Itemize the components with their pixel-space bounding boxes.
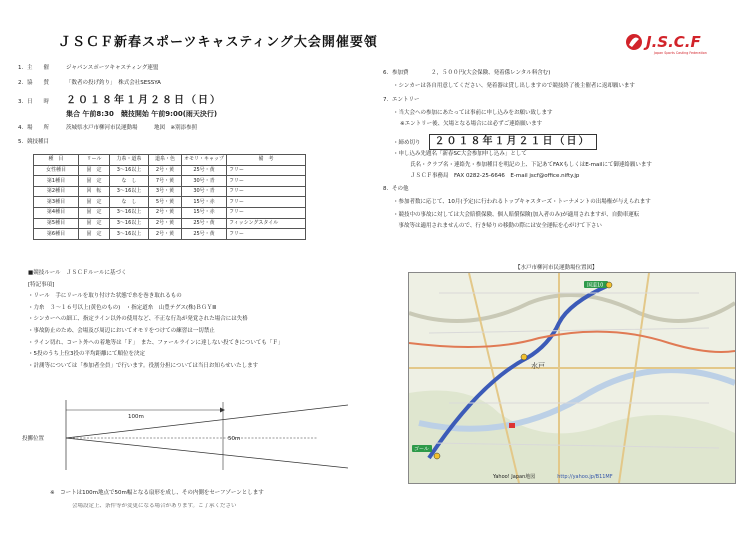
map-image: [409, 273, 735, 483]
other-note-3: 事故等は適用されませんので、行き帰りの移動の際には安全運転を心がけて下さい: [393, 223, 602, 229]
entry-note-2: ※エントリー後、欠場となる場合には必ずご連絡願います: [400, 121, 543, 127]
table-row: 第6種目 固 定 3～16以上 2号・黄 25号・黄 フリー: [34, 229, 306, 240]
rules-section: [28, 268, 283, 372]
other-heading: 8．その他: [383, 186, 409, 192]
apply-line-1: ・申し込み先題名「新春SC大会参加申し込み」として: [393, 151, 527, 157]
map-title: 【水戸市柳河市民運動場位置図】: [515, 265, 598, 271]
diagram-width-label: 50m: [228, 436, 241, 442]
other-note-1: ・参加者数に応じて、10月(予定)に行われるトップキャスターズ・トーナメントの出場権が与えられます: [393, 199, 651, 205]
event-date: ２０１８年１月２８日（日）: [66, 95, 222, 106]
info-time: 集合 午前8:30 競技開始 午前9:00(雨天決行): [66, 110, 218, 118]
rule-item: ・ライン切れ、コート外への着地等は「Ｆ」 また、ファールラインに達しない投てきについても「Ｆ」: [28, 339, 284, 346]
info-sponsor-host: 1．主 催 ジャパンスポーツキャスティング連盟: [18, 65, 159, 71]
rule-item: ・5投のうち上位3投の平均距離にて順位を決定: [28, 351, 146, 358]
table-row: 第3種目 固 定 な し 5号・黄 15号・赤 フリー: [34, 197, 306, 208]
apply-line-2: 氏名・クラブ名・連絡先・参加種目を明記の上、下記あてFAXもしくはE-mailにて御連絡願います: [410, 162, 652, 168]
rule-item: ・計測等については「参加者全員」で行います。役割分担については当日お知らせいたします: [28, 362, 259, 369]
diagram-start-label: 投擲位置: [22, 436, 45, 442]
rule-item: ・リール 手にリールを取り付けた状態で糸を巻き取れるもの: [28, 293, 182, 300]
map-label-route: 国道10: [587, 282, 604, 289]
event-table: [33, 154, 306, 240]
rule-item: ・力糸 ３～１６号以上(黄色のもの) ・指定道糸 山豊テグス(株)ＢＧＹⅢ: [28, 304, 217, 311]
info-sponsor: 2．協 賛 「数者の投げ釣り」 株式会社SESSYA: [18, 80, 161, 86]
deadline-date: ２０１８年１月２１日（日）: [429, 134, 597, 150]
entry-note-1: ・当大会への参加にあたっては事前に申し込みをお願い致します: [393, 110, 553, 116]
rules-subheading: [特記事項]: [28, 281, 55, 288]
entry-heading: 7．エントリー: [383, 97, 420, 103]
info-events-heading: 5．競技種目: [18, 139, 49, 145]
jscf-logo: [624, 28, 724, 58]
apply-line-3: ＪＳＣＦ事務局 FAX 0282-25-6646 E-mail jscf@office.nifty.jp: [410, 173, 580, 179]
venue-map: [408, 272, 736, 484]
map-label-goal: ゴール: [414, 446, 429, 453]
rule-item: ・事故防止のため、会場及び周辺においてオモリをつけての練習は一切禁止: [28, 327, 215, 334]
page-title: ＪＳＣＦ新春スポーツキャスティング大会開催要領: [58, 35, 378, 50]
court-note: ※ コートは100m地点で50m幅となる扇形を成し、その内側をセーフゾーンとします: [50, 490, 264, 496]
table-row: 第1種目 固 定 な し 7号・黄 30号・青 フリー: [34, 176, 306, 187]
court-diagram: [18, 392, 363, 474]
rule-item: ・シンカーへの細工、指定ライン以外の使用など、不正な行為が発覚された場合には失格: [28, 316, 248, 323]
deadline-line: ・締め切り ２０１８年１月２１日（日）: [393, 134, 597, 150]
diagram-distance-label: 100m: [128, 414, 144, 420]
fee-note: ・シンカーは各自用意してください、発着器は貸し出しますので競技終了後主催者に返却願います: [393, 83, 635, 89]
table-row: 第2種目 回 転 3～16以上 3号・黄 30号・青 フリー: [34, 186, 306, 197]
info-venue: 4．場 所 茨城県水戸市柳河市民運動場 地図 ※別添参照: [18, 125, 198, 131]
map-link[interactable]: http://yahoo.jp/B11MF: [557, 474, 613, 480]
logo-subtext: Japan Sports Casting Federation: [654, 51, 707, 55]
rules-heading: ■競技ルール ＪＳＣＦルールに基づく: [28, 270, 127, 276]
fee-line: 6．参加費 ２，５００円(大会保険、発着係レンタル料含む): [383, 70, 551, 76]
court-note-cut: 会場設定上、条件等が変更になる場合があります。ご了承ください: [72, 503, 237, 508]
other-note-2: ・競技中の事故に対しては大会賠償保険、個人賠償保険(加入者のみ)が適用されますが、自動車運転: [393, 212, 640, 218]
table-row: 女性種目 固 定 3～16以上 2号・黄 25号・黄 フリー: [34, 165, 306, 176]
map-label-mito: 水戸: [531, 362, 545, 370]
map-marker-icon: [509, 423, 515, 428]
table-header-row: 種 目 リール 力糸・道糸 道糸・色 オモリ・キャップ 備 考: [34, 155, 306, 166]
map-caption: Yahoo! Japan地図 http://yahoo.jp/B11MF: [493, 474, 613, 480]
logo-text: J.S.C.F: [646, 33, 701, 51]
info-date: 3．日 時 ２０１８年１月２８日（日）: [18, 95, 222, 106]
table-row: 第4種目 固 定 3～16以上 2号・黄 15号・赤 フリー: [34, 207, 306, 218]
table-row: 第5種目 固 定 3～16以上 2号・黄 25号・黄 フィッシングスタイル: [34, 218, 306, 229]
